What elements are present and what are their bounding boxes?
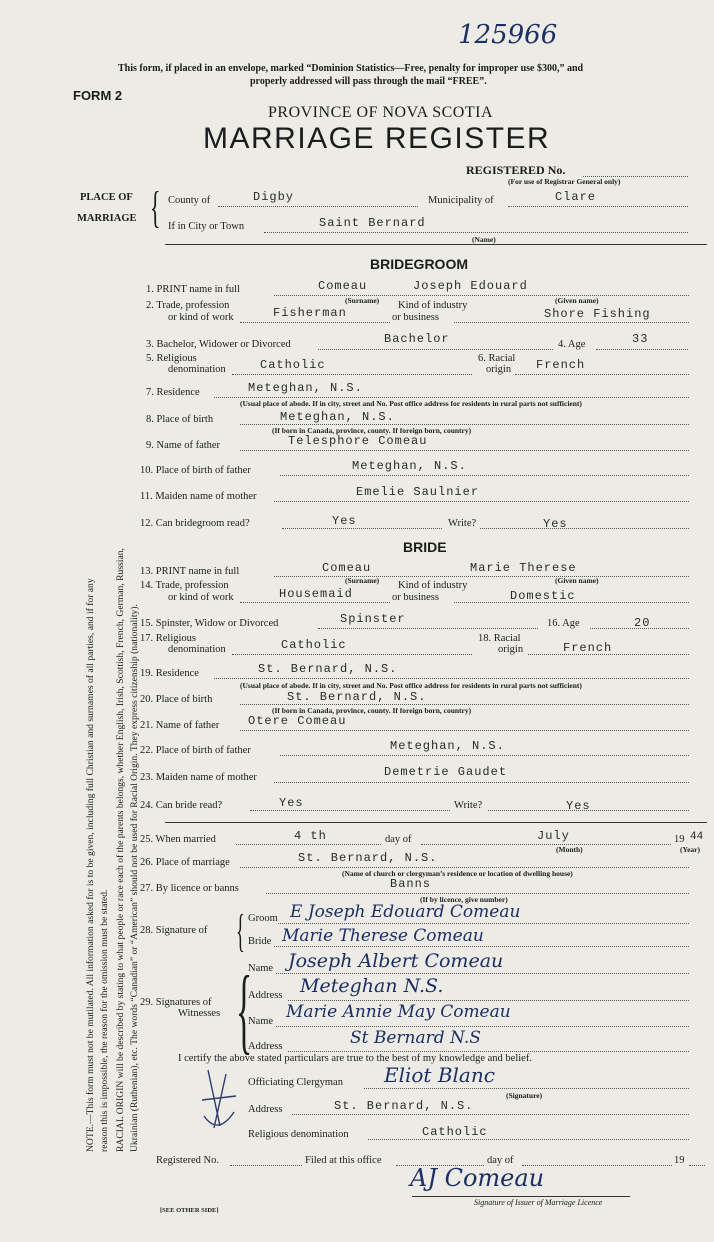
bride-mother-value: Demetrie Gaudet bbox=[384, 765, 508, 779]
groom-write-label: Write? bbox=[448, 518, 477, 529]
signature-note: (Signature) bbox=[506, 1091, 543, 1100]
name-note: (Name) bbox=[472, 235, 496, 244]
bride-read-label: 24. Can bride read? bbox=[140, 800, 223, 811]
footer-year-prefix: 19 bbox=[674, 1155, 685, 1166]
see-other-side: [SEE OTHER SIDE] bbox=[160, 1207, 219, 1214]
groom-signature: E Joseph Edouard Comeau bbox=[290, 902, 521, 922]
groom-racial-value: French bbox=[536, 358, 586, 372]
bride-father-label: 21. Name of father bbox=[140, 720, 220, 731]
witness1-name-signature: Joseph Albert Comeau bbox=[288, 950, 504, 972]
clergyman-signature: Eliot Blanc bbox=[384, 1063, 495, 1087]
witness1-address-label: Address bbox=[248, 990, 283, 1001]
county-value: Digby bbox=[253, 190, 295, 204]
bride-surname-note: (Surname) bbox=[345, 576, 380, 585]
clergy-religion-value: Catholic bbox=[422, 1125, 488, 1139]
groom-status-value: Bachelor bbox=[384, 332, 450, 346]
certify-statement: I certify the above stated particulars are true to the best of my knowledge and belief. bbox=[178, 1053, 532, 1064]
witness2-name-label: Name bbox=[248, 1016, 274, 1027]
bridegroom-heading: BRIDEGROOM bbox=[370, 256, 468, 272]
bride-read-value: Yes bbox=[279, 796, 304, 810]
bride-racial-label-1: 18. Racial bbox=[478, 633, 521, 644]
groom-father-value: Telesphore Comeau bbox=[288, 434, 428, 448]
licence-banns-value: Banns bbox=[390, 877, 432, 891]
bride-age-value: 20 bbox=[634, 616, 651, 630]
signature-of-label: 28. Signature of bbox=[140, 925, 208, 936]
clergyman-label: Officiating Clergyman bbox=[248, 1077, 343, 1088]
place-of-marriage-note: (Name of church or clergyman’s residence or location of dwelling house) bbox=[342, 869, 573, 878]
bride-trade-label-1: 14. Trade, profession bbox=[140, 580, 229, 591]
bride-father-birth-label: 22. Place of birth of father bbox=[140, 745, 251, 756]
bride-industry-value: Domestic bbox=[510, 589, 576, 603]
page-title: MARRIAGE REGISTER bbox=[203, 122, 551, 155]
mail-notice-line-1: This form, if placed in an envelope, marked “Dominion Statistics—Free, penalty for improper use $300,” and bbox=[118, 63, 584, 74]
groom-industry-label-2: or business bbox=[392, 312, 439, 323]
place-of-marriage-label: 26. Place of marriage bbox=[140, 857, 230, 868]
groom-status-label: 3. Bachelor, Widower or Divorced bbox=[146, 339, 291, 350]
footer-day-of-label: day of bbox=[487, 1155, 514, 1166]
groom-read-value: Yes bbox=[332, 514, 357, 528]
witness2-name-signature: Marie Annie May Comeau bbox=[286, 1002, 511, 1022]
groom-racial-label-1: 6. Racial bbox=[478, 353, 516, 364]
groom-trade-label-1: 2. Trade, profession bbox=[146, 300, 230, 311]
city-value: Saint Bernard bbox=[319, 216, 426, 230]
witness1-name-label: Name bbox=[248, 963, 274, 974]
marriage-year-prefix: 19 bbox=[674, 834, 685, 845]
footer-registered-label: Registered No. bbox=[156, 1155, 219, 1166]
mail-notice-line-2: properly addressed will pass through the mail “FREE”. bbox=[250, 76, 487, 87]
municipality-label: Municipality of bbox=[428, 195, 494, 206]
bride-status-value: Spinster bbox=[340, 612, 406, 626]
bride-industry-label-2: or business bbox=[392, 592, 439, 603]
bride-religion-value: Catholic bbox=[281, 638, 347, 652]
side-note-line-1: NOTE.—This form must not be mutilated. All information asked for is to be given, including full Christian and surnames of all parties, and if for any bbox=[85, 578, 96, 1152]
groom-age-label: 4. Age bbox=[558, 339, 586, 350]
bride-birth-label: 20. Place of birth bbox=[140, 694, 213, 705]
year-note: (Year) bbox=[680, 845, 700, 854]
bride-religion-label-2: denomination bbox=[168, 644, 226, 655]
witness-signatures-label-1: 29. Signatures of bbox=[140, 997, 212, 1008]
groom-read-label: 12. Can bridegroom read? bbox=[140, 518, 250, 529]
surname-note: (Surname) bbox=[345, 296, 380, 305]
groom-birth-value: Meteghan, N.S. bbox=[280, 410, 395, 424]
residence-note: (Usual place of abode. If in city, street and No. Post office address for residents in rural parts not sufficient) bbox=[240, 399, 582, 408]
groom-surname: Comeau bbox=[318, 279, 368, 293]
marriage-year: 44 bbox=[690, 831, 704, 843]
bride-residence-value: St. Bernard, N.S. bbox=[258, 662, 398, 676]
groom-religion-label-2: denomination bbox=[168, 364, 226, 375]
clergy-address-value: St. Bernard, N.S. bbox=[334, 1099, 474, 1113]
registration-number-handwritten: 125966 bbox=[458, 20, 558, 50]
bride-father-birth-value: Meteghan, N.S. bbox=[390, 739, 505, 753]
groom-mother-value: Emelie Saulnier bbox=[356, 485, 480, 499]
groom-residence-label: 7. Residence bbox=[146, 387, 200, 398]
groom-name-label: 1. PRINT name in full bbox=[146, 284, 241, 295]
groom-religion-value: Catholic bbox=[260, 358, 326, 372]
groom-father-label: 9. Name of father bbox=[146, 440, 221, 451]
groom-mother-label: 11. Maiden name of mother bbox=[140, 491, 257, 502]
when-married-label: 25. When married bbox=[140, 834, 216, 845]
bride-racial-value: French bbox=[563, 641, 613, 655]
groom-age-value: 33 bbox=[632, 332, 649, 346]
bride-religion-label-1: 17. Religious bbox=[140, 633, 197, 644]
marriage-month: July bbox=[537, 829, 570, 843]
groom-racial-label-2: origin bbox=[486, 364, 512, 375]
groom-signature-label: Groom bbox=[248, 913, 278, 924]
groom-father-birth-value: Meteghan, N.S. bbox=[352, 459, 467, 473]
clergy-religion-label: Religious denomination bbox=[248, 1129, 349, 1140]
groom-trade-label-2: or kind of work bbox=[168, 312, 234, 323]
bride-industry-label-1: Kind of industry bbox=[398, 580, 468, 591]
registered-no-label: REGISTERED No. bbox=[466, 163, 566, 177]
marriage-day-of-label: day of bbox=[385, 834, 412, 845]
month-note: (Month) bbox=[556, 845, 583, 854]
bride-signature: Marie Therese Comeau bbox=[282, 926, 484, 946]
stamp-mark bbox=[196, 1066, 242, 1132]
witness-signatures-label-2: Witnesses bbox=[178, 1008, 221, 1019]
bride-trade-value: Housemaid bbox=[279, 587, 353, 601]
place-of-marriage-value: St. Bernard, N.S. bbox=[298, 851, 438, 865]
bride-age-label: 16. Age bbox=[547, 618, 580, 629]
bride-racial-label-2: origin bbox=[498, 644, 524, 655]
licence-note: (If by licence, give number) bbox=[420, 895, 508, 904]
county-label: County of bbox=[168, 195, 211, 206]
marriage-label: MARRIAGE bbox=[77, 213, 137, 224]
bride-surname: Comeau bbox=[322, 561, 372, 575]
side-note-line-3: RACIAL ORIGIN will be described by stating to what people or race each of the parents belongs, whether English, Irish, Scottish, French, German, Russian, bbox=[115, 548, 126, 1152]
municipality-value: Clare bbox=[555, 190, 597, 204]
bride-heading: BRIDE bbox=[403, 539, 447, 555]
bride-residence-note: (Usual place of abode. If in city, street and No. Post office address for residents in rural parts not sufficient) bbox=[240, 681, 582, 690]
bride-trade-label-2: or kind of work bbox=[168, 592, 234, 603]
side-note-line-2: reason this is impossible, the reason for the omission must be stated. bbox=[99, 889, 110, 1152]
bride-father-value: Otere Comeau bbox=[248, 714, 347, 728]
birth-note: (If born in Canada, province, county. If foreign born, country) bbox=[272, 426, 472, 435]
bride-given-name: Marie Therese bbox=[470, 561, 577, 575]
groom-residence-value: Meteghan, N.S. bbox=[248, 381, 363, 395]
bride-name-label: 13. PRINT name in full bbox=[140, 566, 240, 577]
footer-filed-label: Filed at this office bbox=[305, 1155, 382, 1166]
groom-trade-value: Fisherman bbox=[273, 306, 347, 320]
bride-birth-note: (If born in Canada, province, county. If foreign born, country) bbox=[272, 706, 472, 715]
groom-industry-label-1: Kind of industry bbox=[398, 300, 468, 311]
bride-birth-value: St. Bernard, N.S. bbox=[287, 690, 427, 704]
side-note-line-4: Ukrainian (Ruthenian), etc. The words “Canadian” or “American” should not be used for Racial Origin. They express citizenship (nationality). bbox=[129, 604, 140, 1152]
given-name-note: (Given name) bbox=[555, 296, 599, 305]
groom-birth-label: 8. Place of birth bbox=[146, 414, 214, 425]
groom-given-name: Joseph Edouard bbox=[413, 279, 528, 293]
place-of-label: PLACE OF bbox=[80, 192, 133, 203]
witness2-address-label: Address bbox=[248, 1041, 283, 1052]
issuer-signature: AJ Comeau bbox=[410, 1164, 545, 1192]
bride-given-name-note: (Given name) bbox=[555, 576, 599, 585]
licence-banns-label: 27. By licence or banns bbox=[140, 883, 239, 894]
groom-religion-label-1: 5. Religious bbox=[146, 353, 197, 364]
marriage-day: 4 th bbox=[294, 829, 327, 843]
province-title: PROVINCE OF NOVA SCOTIA bbox=[268, 104, 494, 121]
witness2-address: St Bernard N.S bbox=[350, 1028, 481, 1048]
bride-write-value: Yes bbox=[566, 799, 591, 813]
groom-father-birth-label: 10. Place of birth of father bbox=[140, 465, 251, 476]
groom-write-value: Yes bbox=[543, 517, 568, 531]
witness1-address: Meteghan N.S. bbox=[300, 975, 444, 997]
bride-mother-label: 23. Maiden name of mother bbox=[140, 772, 257, 783]
bride-write-label: Write? bbox=[454, 800, 483, 811]
clergy-address-label: Address bbox=[248, 1104, 283, 1115]
groom-industry-value: Shore Fishing bbox=[544, 307, 651, 321]
bride-status-label: 15. Spinster, Widow or Divorced bbox=[140, 618, 279, 629]
form-number: FORM 2 bbox=[73, 88, 123, 103]
city-label: If in City or Town bbox=[168, 221, 245, 232]
bride-signature-label: Bride bbox=[248, 936, 272, 947]
bride-residence-label: 19. Residence bbox=[140, 668, 199, 679]
issuer-note: Signature of Issuer of Marriage Licence bbox=[474, 1198, 603, 1207]
registered-no-note: (For use of Registrar General only) bbox=[508, 177, 621, 186]
